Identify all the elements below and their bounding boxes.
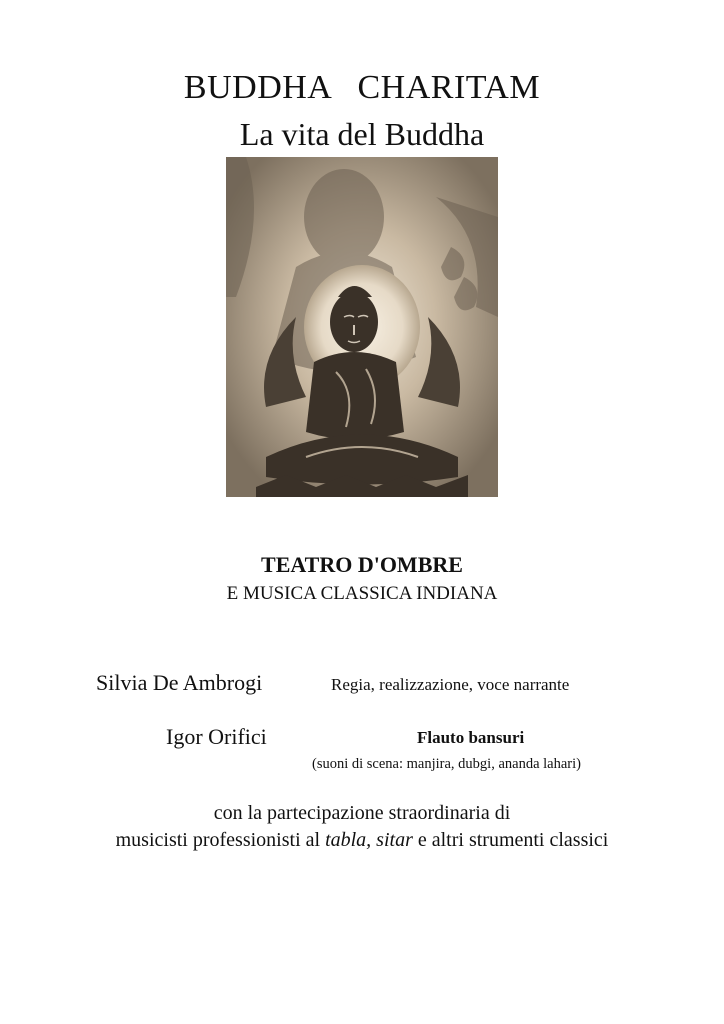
closing-line-1: con la partecipazione straordinaria di [213,802,511,824]
closing-instruments: tabla, sitar [325,829,413,851]
closing-line-2 [0,827,724,854]
section-subheading: E MUSICA CLASSICA INDIANA [226,583,498,604]
section-heading: TEATRO D'OMBRE [261,552,463,577]
poster-title: BUDDHA CHARITAM [183,69,541,106]
credit-role-2: Flauto bansuri [417,728,525,747]
credit-name-1: Silvia De Ambrogi [96,670,263,695]
buddha-shadow-icon [226,157,498,497]
closing-line-2-end: e altri strumenti classici [412,829,609,851]
buddha-shadow-puppet-image [226,157,498,497]
credit-role-1: Regia, realizzazione, voce narrante [331,675,570,694]
credit-note-2: (suoni di scena: manjira, dubgi, ananda lahari) [312,756,581,772]
poster-subtitle: La vita del Buddha [239,116,485,152]
closing-line-2-start: musicisti professionisti al [115,829,326,851]
credit-name-2: Igor Orifici [166,724,267,749]
